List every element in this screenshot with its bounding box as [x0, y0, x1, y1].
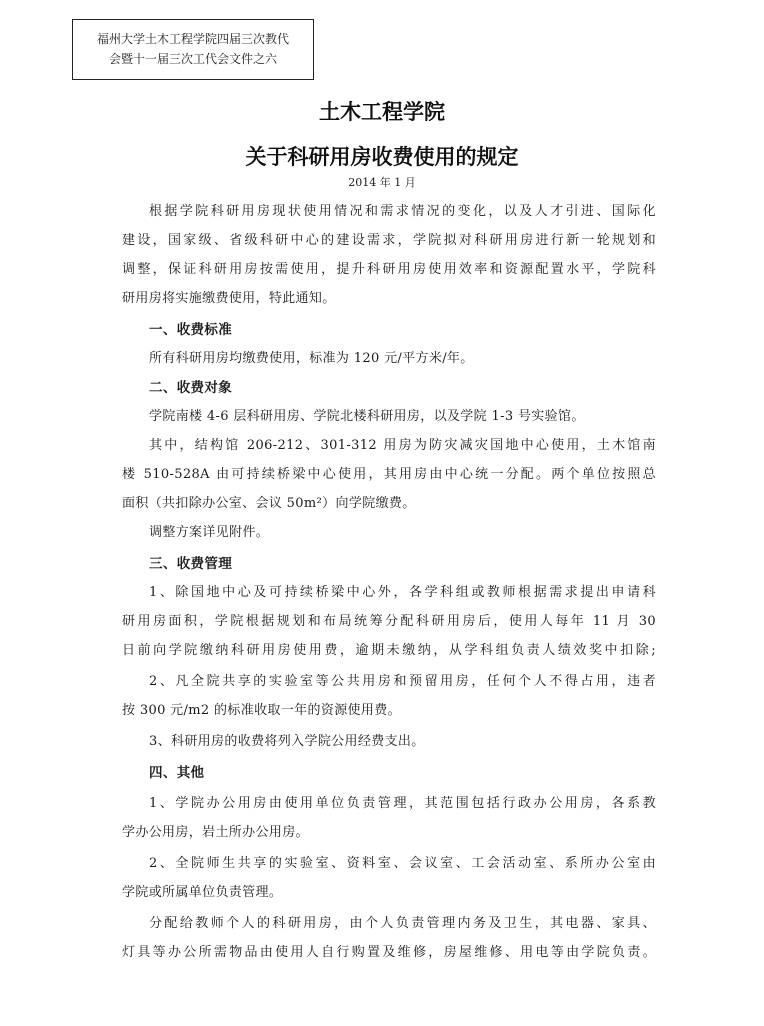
body-line: 1、除国地中心及可持续桥梁中心外，各学科组或教师根据需求提出申请科: [149, 585, 656, 600]
body-line: 2、凡全院共享的实验室等公共用房和预留用房，任何个人不得占用，违者: [149, 674, 656, 689]
document-number-line: 福州大学土木工程学院四届三次教代: [96, 32, 289, 46]
document-number-line: 会暨十一届三次工代会文件之六: [108, 52, 277, 66]
body-line: 3、科研用房的收费将列入学院公用经费支出。: [149, 734, 425, 749]
document-date: 2014 年 1 月: [348, 176, 416, 189]
body-line: 楼 510-528A 由可持续桥梁中心使用，其用房由中心统一分配。两个单位按照总: [122, 467, 656, 482]
body-line: 其中，结构馆 206-212、301-312 用房为防灾减灾国地中心使用，土木馆南: [149, 438, 656, 453]
section-heading: 三、收费管理: [149, 556, 233, 572]
body-line: 日前向学院缴纳科研用房使用费，逾期未缴纳，从学科组负责人绩效奖中扣除;: [122, 643, 656, 658]
section-heading: 一、收费标准: [149, 322, 233, 338]
body-line: 面积（共扣除办公室、会议 50m²）向学院缴费。: [122, 496, 416, 511]
body-line: 灯具等办公所需物品由使用人自行购置及维修，房屋维修、用电等由学院负责。: [122, 945, 656, 960]
issuer-title: 土木工程学院: [319, 100, 445, 124]
document-number-box: [72, 19, 314, 80]
section-heading: 四、其他: [149, 765, 205, 781]
intro-line: 根据学院科研用房现状使用情况和需求情况的变化，以及人才引进、国际化: [149, 204, 656, 219]
body-line: 学院或所属单位负责管理。: [122, 885, 283, 900]
body-line: 学院南楼 4-6 层科研用房、学院北楼科研用房，以及学院 1-3 号实验馆。: [149, 409, 585, 424]
body-line: 调整方案详见附件。: [149, 525, 270, 540]
body-line: 2、全院师生共享的实验室、资料室、会议室、工会活动室、系所办公室由: [149, 856, 656, 871]
intro-line: 建设，国家级、省级科研中心的建设需求，学院拟对科研用房进行新一轮规划和: [122, 233, 656, 248]
body-line: 所有科研用房均缴费使用，标准为 120 元/平方米/年。: [149, 351, 474, 366]
body-line: 学办公用房，岩土所办公用房。: [122, 825, 309, 840]
body-line: 按 300 元/m2 的标准收取一年的资源使用费。: [122, 703, 401, 718]
document-title: 关于科研用房收费使用的规定: [245, 145, 519, 169]
body-line: 研用房面积，学院根据规划和布局统筹分配科研用房后，使用人每年 11 月 30: [122, 614, 656, 629]
section-heading: 二、收费对象: [149, 380, 233, 396]
intro-line: 研用房将实施缴费使用，特此通知。: [122, 291, 336, 306]
body-line: 1、学院办公用房由使用单位负责管理，其范围包括行政办公用房，各系教: [149, 796, 656, 811]
body-line: 分配给教师个人的科研用房，由个人负责管理内务及卫生，其电器、家具、: [149, 916, 656, 931]
intro-line: 调整，保证科研用房按需使用，提升科研用房使用效率和资源配置水平，学院科: [122, 262, 656, 277]
